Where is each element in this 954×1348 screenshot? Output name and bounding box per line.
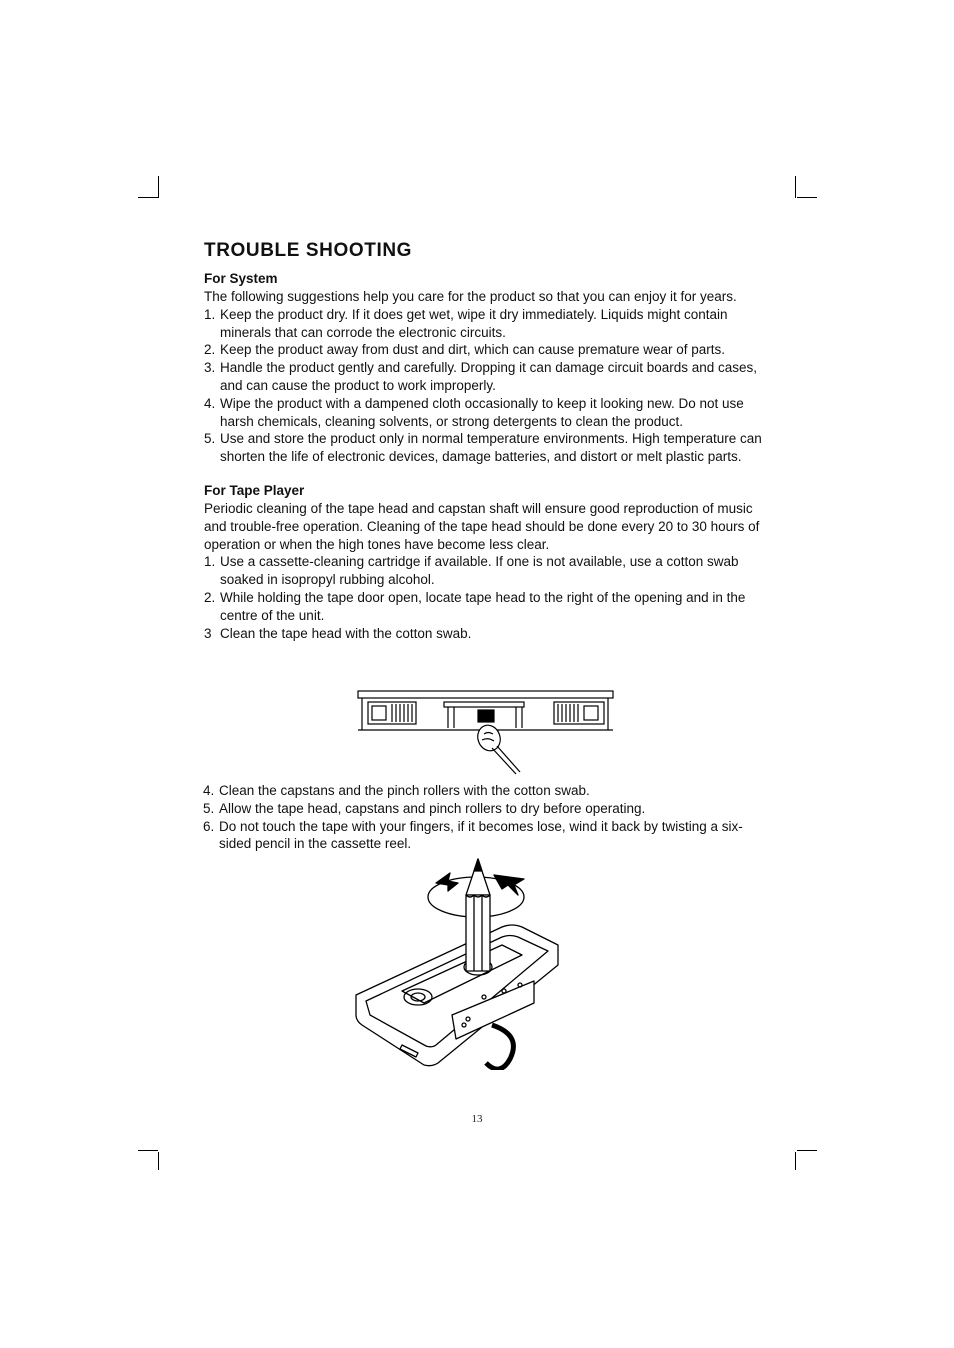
section-heading: For Tape Player (204, 482, 305, 498)
list-text: Keep the product away from dust and dirt, which can cause premature wear of parts. (220, 342, 726, 358)
crop-mark (138, 197, 158, 198)
crop-mark (795, 176, 796, 198)
tape-list-continued (203, 782, 768, 853)
section-intro: Periodic cleaning of the tape head and capstan shaft will ensure good reproduction of music and trouble-free operation. Cleaning of the tape head should be done every 20 to 30 hours of operation or when the high tones have become less clear. (204, 500, 760, 552)
list-item (204, 625, 764, 643)
list-number: 4. (203, 783, 215, 798)
section-heading: For System (204, 271, 278, 286)
list-item (204, 306, 764, 342)
crop-mark (158, 176, 159, 198)
list-text: Do not touch the tape with your fingers, if it becomes lose, wind it back by twisting a six-sided pencil in the cassette reel. (219, 818, 743, 852)
list-item (204, 341, 764, 359)
crop-mark (138, 1150, 158, 1151)
list-number: 5. (203, 800, 215, 816)
page-title: TROUBLE SHOOTING (204, 240, 413, 261)
list-item (204, 359, 764, 395)
list-text: Wipe the product with a dampened cloth occasionally to keep it looking new. Do not use harsh chemicals, cleaning solvents, or strong detergents to clean the product. (220, 395, 744, 429)
crop-mark (795, 1152, 796, 1170)
list-text: Handle the product gently and carefully. Dropping it can damage circuit boards and cases, and can cause the product to work improperly. (220, 360, 758, 393)
list-item (203, 800, 768, 818)
list-text: Clean the tape head with the cotton swab. (220, 625, 472, 641)
list-text: Clean the capstans and the pinch rollers with the cotton swab. (219, 783, 590, 798)
list-number: 5. (204, 431, 216, 447)
list-item (204, 589, 764, 625)
list-text: Use and store the product only in normal temperature environments. High temperature can shorten the life of electronic devices, damage batteries, and distort or melt plastic parts. (220, 431, 762, 465)
list-number: 2. (204, 342, 216, 358)
tape-head-illustration (356, 688, 616, 778)
list-number: 3. (204, 360, 216, 376)
page-number: 13 (471, 1113, 483, 1125)
list-number: 4. (204, 395, 216, 411)
list-text: Use a cassette-cleaning cartridge if available. If one is not available, use a cotton swab soaked in isopropyl rubbing alcohol. (220, 554, 739, 588)
list-item (203, 818, 768, 854)
list-item (204, 553, 764, 589)
cassette-pencil-illustration (352, 855, 572, 1070)
list-number: 3 (204, 625, 212, 641)
list-item (203, 782, 768, 800)
list-text: Allow the tape head, capstans and pinch rollers to dry before operating. (219, 800, 646, 816)
list-number: 2. (204, 589, 216, 605)
section-intro: The following suggestions help you care for the product so that you can enjoy it for years. (204, 289, 737, 304)
list-text: Keep the product dry. If it does get wet, wipe it dry immediately. Liquids might contain minerals that can corrode the electronic circuits. (220, 306, 728, 340)
list-item (204, 395, 764, 431)
crop-mark (797, 1150, 817, 1151)
list-number: 1. (204, 554, 216, 570)
tape-section (204, 482, 764, 642)
tape-list (204, 553, 764, 642)
crop-mark (797, 197, 817, 198)
system-list (204, 306, 764, 466)
document-body (204, 238, 764, 642)
crop-mark (158, 1152, 159, 1170)
list-number: 6. (203, 818, 215, 834)
system-section (204, 270, 764, 466)
list-number: 1. (204, 306, 216, 322)
tape-section-continued (203, 782, 768, 853)
list-text: While holding the tape door open, locate tape head to the right of the opening and in the centre of the unit. (220, 589, 746, 623)
list-item (204, 430, 764, 466)
